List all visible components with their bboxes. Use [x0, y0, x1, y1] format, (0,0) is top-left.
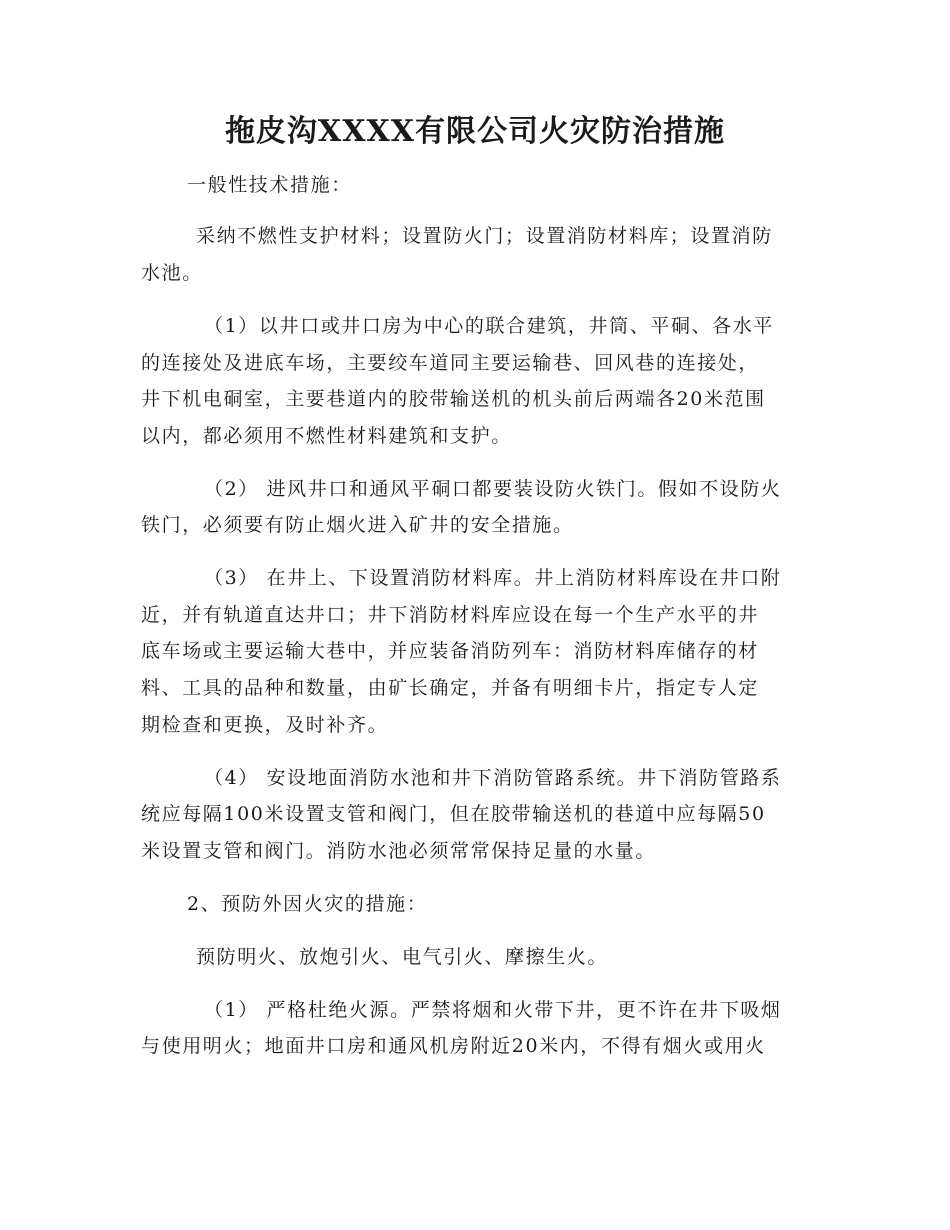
text-line: 水池。 [141, 262, 203, 284]
section-heading-general: 一般性技术措施： [187, 174, 352, 196]
text-line: 统应每隔100米设置支管和阀门，但在胶带输送机的巷道中应每隔50 [141, 803, 766, 825]
section-heading-external-fire: 2、预防外因火灾的措施： [187, 893, 428, 915]
text-line: 底车场或主要运输大巷中，并应装备消防列车：消防材料库储存的材 [141, 640, 760, 662]
text-line: 米设置支管和阀门。消防水池必须常常保持足量的水量。 [141, 840, 657, 862]
text-line: 预防明火、放炮引火、电气引火、摩擦生火。 [196, 946, 609, 968]
text-line: 期检查和更换，及时补齐。 [141, 714, 389, 736]
text-line: 的连接处及进底车场，主要绞车道同主要运输巷、回风巷的连接处， [141, 352, 760, 374]
text-line: 采纳不燃性支护材料；设置防火门；设置消防材料库；设置消防 [196, 225, 773, 247]
document-title: 拖皮沟XXXX有限公司火灾防治措施 [224, 114, 726, 149]
text-line: （2） 进风井口和通风平硐口都要装设防火铁门。假如不设防火 [204, 478, 782, 500]
text-line: 近，并有轨道直达井口；井下消防材料库应设在每一个生产水平的井 [141, 604, 760, 626]
text-line: 井下机电硐室，主要巷道内的胶带输送机的机头前后两端各20米范围 [141, 388, 766, 410]
text-line: （1）以井口或井口房为中心的联合建筑，井筒、平硐、各水平 [204, 315, 774, 337]
text-line: （4） 安设地面消防水池和井下消防管路系统。井下消防管路系 [204, 767, 782, 789]
text-line: （3） 在井上、下设置消防材料库。井上消防材料库设在井口附 [204, 567, 782, 589]
text-line: （1） 严格杜绝火源。严禁将烟和火带下井，更不许在井下吸烟 [204, 999, 782, 1021]
text-line: 铁门，必须要有防止烟火进入矿井的安全措施。 [141, 514, 574, 536]
text-line: 料、工具的品种和数量，由矿长确定，并备有明细卡片，指定专人定 [141, 677, 760, 699]
text-line: 以内，都必须用不燃性材料建筑和支护。 [141, 425, 512, 447]
text-line: 与使用明火；地面井口房和通风机房附近20米内，不得有烟火或用火 [141, 1035, 766, 1057]
